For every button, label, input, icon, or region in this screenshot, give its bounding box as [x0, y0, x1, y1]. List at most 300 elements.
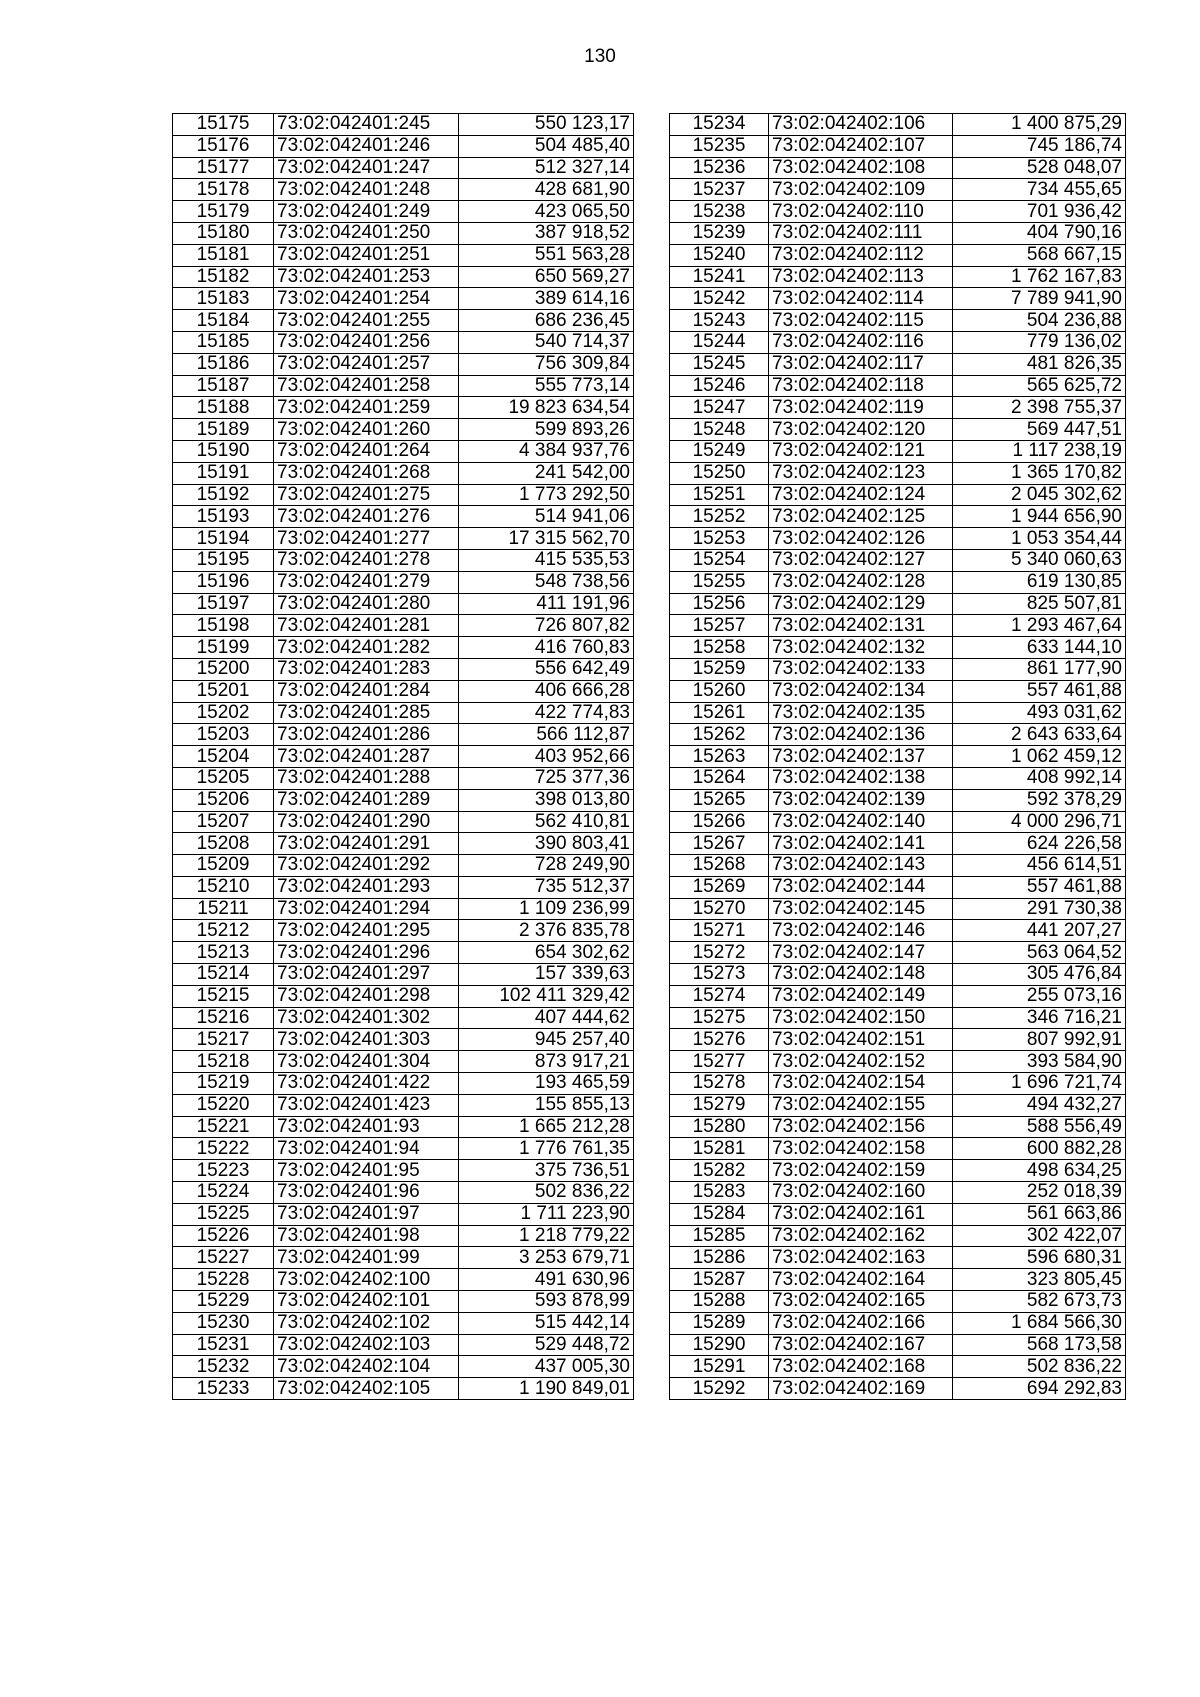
value-cell: 157 339,63	[459, 964, 634, 986]
record-number-cell: 15244	[670, 331, 769, 353]
table-row	[173, 549, 634, 571]
record-number-cell: 15201	[173, 680, 274, 702]
cadastral-number-cell: 73:02:042402:135	[769, 702, 953, 724]
value-cell: 7 789 941,90	[953, 288, 1126, 310]
record-number-cell: 15233	[173, 1378, 274, 1400]
value-cell: 650 569,27	[459, 266, 634, 288]
cadastral-number-cell: 73:02:042402:127	[769, 549, 953, 571]
value-cell: 596 680,31	[953, 1247, 1126, 1269]
value-cell: 562 410,81	[459, 811, 634, 833]
record-number-cell: 15236	[670, 157, 769, 179]
value-cell: 745 186,74	[953, 135, 1126, 157]
cadastral-number-cell: 73:02:042401:296	[274, 942, 459, 964]
record-number-cell: 15241	[670, 266, 769, 288]
value-cell: 861 177,90	[953, 658, 1126, 680]
record-number-cell: 15262	[670, 724, 769, 746]
table-row	[173, 201, 634, 223]
cadastral-number-cell: 73:02:042402:105	[274, 1378, 459, 1400]
table-row	[670, 724, 1126, 746]
table-row	[670, 876, 1126, 898]
cadastral-number-cell: 73:02:042401:286	[274, 724, 459, 746]
record-number-cell: 15208	[173, 833, 274, 855]
table-row	[173, 266, 634, 288]
table-row	[670, 985, 1126, 1007]
value-cell: 633 144,10	[953, 637, 1126, 659]
table-row	[173, 222, 634, 244]
table-row	[173, 1334, 634, 1356]
record-number-cell: 15269	[670, 876, 769, 898]
table-row	[173, 1116, 634, 1138]
record-number-cell: 15234	[670, 114, 769, 136]
table-row	[173, 310, 634, 332]
table-row	[173, 1029, 634, 1051]
cadastral-number-cell: 73:02:042402:164	[769, 1269, 953, 1291]
record-number-cell: 15291	[670, 1356, 769, 1378]
table-row	[670, 1225, 1126, 1247]
table-row	[173, 462, 634, 484]
record-number-cell: 15182	[173, 266, 274, 288]
cadastral-number-cell: 73:02:042402:139	[769, 789, 953, 811]
table-row	[670, 1203, 1126, 1225]
value-cell: 302 422,07	[953, 1225, 1126, 1247]
cadastral-number-cell: 73:02:042402:114	[769, 288, 953, 310]
table-row	[670, 1160, 1126, 1182]
cadastral-number-cell: 73:02:042402:104	[274, 1356, 459, 1378]
record-number-cell: 15200	[173, 658, 274, 680]
cadastral-number-cell: 73:02:042402:156	[769, 1116, 953, 1138]
value-cell: 305 476,84	[953, 964, 1126, 986]
table-row	[670, 201, 1126, 223]
table-row	[173, 746, 634, 768]
table-row	[173, 1378, 634, 1400]
record-number-cell: 15274	[670, 985, 769, 1007]
table-row	[173, 331, 634, 353]
table-row	[670, 920, 1126, 942]
table-row	[670, 135, 1126, 157]
table-row	[670, 1029, 1126, 1051]
cadastral-number-cell: 73:02:042401:276	[274, 506, 459, 528]
table-row	[670, 419, 1126, 441]
table-row	[173, 724, 634, 746]
value-cell: 756 309,84	[459, 353, 634, 375]
value-cell: 504 485,40	[459, 135, 634, 157]
cadastral-number-cell: 73:02:042402:169	[769, 1378, 953, 1400]
value-cell: 498 634,25	[953, 1160, 1126, 1182]
value-cell: 2 643 633,64	[953, 724, 1126, 746]
table-row	[173, 1073, 634, 1095]
value-cell: 291 730,38	[953, 898, 1126, 920]
table-row	[173, 1269, 634, 1291]
table-row	[670, 1334, 1126, 1356]
table-row	[670, 942, 1126, 964]
table-row	[670, 462, 1126, 484]
value-cell: 1 400 875,29	[953, 114, 1126, 136]
registry-table-left-body	[173, 114, 634, 1400]
value-cell: 528 048,07	[953, 157, 1126, 179]
record-number-cell: 15193	[173, 506, 274, 528]
cadastral-number-cell: 73:02:042402:116	[769, 331, 953, 353]
value-cell: 255 073,16	[953, 985, 1126, 1007]
cadastral-number-cell: 73:02:042402:152	[769, 1051, 953, 1073]
table-row	[173, 114, 634, 136]
cadastral-number-cell: 73:02:042402:133	[769, 658, 953, 680]
value-cell: 456 614,51	[953, 855, 1126, 877]
cadastral-number-cell: 73:02:042402:102	[274, 1312, 459, 1334]
value-cell: 428 681,90	[459, 179, 634, 201]
table-row	[670, 549, 1126, 571]
record-number-cell: 15229	[173, 1291, 274, 1313]
record-number-cell: 15192	[173, 484, 274, 506]
cadastral-number-cell: 73:02:042402:111	[769, 222, 953, 244]
value-cell: 1 684 566,30	[953, 1312, 1126, 1334]
value-cell: 415 535,53	[459, 549, 634, 571]
cadastral-number-cell: 73:02:042402:144	[769, 876, 953, 898]
record-number-cell: 15261	[670, 702, 769, 724]
table-row	[670, 767, 1126, 789]
record-number-cell: 15211	[173, 898, 274, 920]
cadastral-number-cell: 73:02:042402:109	[769, 179, 953, 201]
cadastral-number-cell: 73:02:042401:289	[274, 789, 459, 811]
value-cell: 550 123,17	[459, 114, 634, 136]
table-row	[670, 658, 1126, 680]
cadastral-number-cell: 73:02:042401:250	[274, 222, 459, 244]
cadastral-number-cell: 73:02:042401:297	[274, 964, 459, 986]
table-row	[173, 702, 634, 724]
value-cell: 4 384 937,76	[459, 440, 634, 462]
value-cell: 624 226,58	[953, 833, 1126, 855]
value-cell: 563 064,52	[953, 942, 1126, 964]
record-number-cell: 15195	[173, 549, 274, 571]
cadastral-number-cell: 73:02:042401:254	[274, 288, 459, 310]
value-cell: 725 377,36	[459, 767, 634, 789]
table-row	[173, 833, 634, 855]
cadastral-number-cell: 73:02:042401:246	[274, 135, 459, 157]
record-number-cell: 15270	[670, 898, 769, 920]
value-cell: 1 053 354,44	[953, 528, 1126, 550]
record-number-cell: 15181	[173, 244, 274, 266]
cadastral-number-cell: 73:02:042402:106	[769, 114, 953, 136]
cadastral-number-cell: 73:02:042402:118	[769, 375, 953, 397]
value-cell: 4 000 296,71	[953, 811, 1126, 833]
table-row	[173, 1138, 634, 1160]
cadastral-number-cell: 73:02:042401:280	[274, 593, 459, 615]
cadastral-number-cell: 73:02:042401:93	[274, 1116, 459, 1138]
table-row	[173, 528, 634, 550]
value-cell: 654 302,62	[459, 942, 634, 964]
record-number-cell: 15223	[173, 1160, 274, 1182]
record-number-cell: 15184	[173, 310, 274, 332]
cadastral-number-cell: 73:02:042402:166	[769, 1312, 953, 1334]
cadastral-number-cell: 73:02:042401:285	[274, 702, 459, 724]
cadastral-number-cell: 73:02:042402:154	[769, 1073, 953, 1095]
table-row	[670, 1247, 1126, 1269]
record-number-cell: 15190	[173, 440, 274, 462]
record-number-cell: 15263	[670, 746, 769, 768]
table-row	[173, 593, 634, 615]
record-number-cell: 15217	[173, 1029, 274, 1051]
table-row	[670, 397, 1126, 419]
table-row	[173, 506, 634, 528]
value-cell: 422 774,83	[459, 702, 634, 724]
table-row	[670, 157, 1126, 179]
value-cell: 493 031,62	[953, 702, 1126, 724]
value-cell: 512 327,14	[459, 157, 634, 179]
table-row	[173, 1247, 634, 1269]
cadastral-number-cell: 73:02:042402:159	[769, 1160, 953, 1182]
record-number-cell: 15231	[173, 1334, 274, 1356]
table-row	[670, 244, 1126, 266]
table-row	[670, 898, 1126, 920]
table-row	[173, 811, 634, 833]
record-number-cell: 15206	[173, 789, 274, 811]
table-row	[173, 964, 634, 986]
table-row	[173, 615, 634, 637]
record-number-cell: 15250	[670, 462, 769, 484]
record-number-cell: 15232	[173, 1356, 274, 1378]
value-cell: 502 836,22	[953, 1356, 1126, 1378]
record-number-cell: 15180	[173, 222, 274, 244]
value-cell: 551 563,28	[459, 244, 634, 266]
cadastral-number-cell: 73:02:042401:264	[274, 440, 459, 462]
table-row	[173, 440, 634, 462]
record-number-cell: 15175	[173, 114, 274, 136]
record-number-cell: 15215	[173, 985, 274, 1007]
table-row	[670, 1269, 1126, 1291]
value-cell: 1 944 656,90	[953, 506, 1126, 528]
table-row	[173, 1182, 634, 1204]
record-number-cell: 15238	[670, 201, 769, 223]
record-number-cell: 15288	[670, 1291, 769, 1313]
table-row	[173, 571, 634, 593]
table-row	[670, 528, 1126, 550]
cadastral-number-cell: 73:02:042401:268	[274, 462, 459, 484]
cadastral-number-cell: 73:02:042401:249	[274, 201, 459, 223]
record-number-cell: 15203	[173, 724, 274, 746]
cadastral-number-cell: 73:02:042402:100	[274, 1269, 459, 1291]
table-row	[173, 353, 634, 375]
cadastral-number-cell: 73:02:042402:149	[769, 985, 953, 1007]
table-row	[173, 1356, 634, 1378]
table-row	[173, 1225, 634, 1247]
cadastral-number-cell: 73:02:042402:134	[769, 680, 953, 702]
cadastral-number-cell: 73:02:042401:96	[274, 1182, 459, 1204]
record-number-cell: 15264	[670, 767, 769, 789]
table-row	[670, 1312, 1126, 1334]
record-number-cell: 15268	[670, 855, 769, 877]
cadastral-number-cell: 73:02:042401:293	[274, 876, 459, 898]
record-number-cell: 15221	[173, 1116, 274, 1138]
record-number-cell: 15202	[173, 702, 274, 724]
record-number-cell: 15209	[173, 855, 274, 877]
table-row	[173, 898, 634, 920]
record-number-cell: 15281	[670, 1138, 769, 1160]
cadastral-number-cell: 73:02:042402:121	[769, 440, 953, 462]
value-cell: 557 461,88	[953, 876, 1126, 898]
value-cell: 593 878,99	[459, 1291, 634, 1313]
record-number-cell: 15191	[173, 462, 274, 484]
value-cell: 568 173,58	[953, 1334, 1126, 1356]
value-cell: 600 882,28	[953, 1138, 1126, 1160]
record-number-cell: 15176	[173, 135, 274, 157]
cadastral-number-cell: 73:02:042402:168	[769, 1356, 953, 1378]
table-row	[173, 985, 634, 1007]
table-row	[670, 375, 1126, 397]
value-cell: 423 065,50	[459, 201, 634, 223]
table-row	[670, 114, 1126, 136]
cadastral-number-cell: 73:02:042401:97	[274, 1203, 459, 1225]
table-row	[670, 310, 1126, 332]
value-cell: 825 507,81	[953, 593, 1126, 615]
table-row	[670, 964, 1126, 986]
table-row	[173, 1051, 634, 1073]
value-cell: 1 218 779,22	[459, 1225, 634, 1247]
value-cell: 1 190 849,01	[459, 1378, 634, 1400]
record-number-cell: 15213	[173, 942, 274, 964]
record-number-cell: 15247	[670, 397, 769, 419]
table-row	[670, 1116, 1126, 1138]
record-number-cell: 15284	[670, 1203, 769, 1225]
record-number-cell: 15276	[670, 1029, 769, 1051]
value-cell: 1 696 721,74	[953, 1073, 1126, 1095]
cadastral-number-cell: 73:02:042402:110	[769, 201, 953, 223]
value-cell: 387 918,52	[459, 222, 634, 244]
table-row	[670, 702, 1126, 724]
value-cell: 441 207,27	[953, 920, 1126, 942]
table-row	[670, 1073, 1126, 1095]
cadastral-number-cell: 73:02:042402:140	[769, 811, 953, 833]
record-number-cell: 15271	[670, 920, 769, 942]
value-cell: 515 442,14	[459, 1312, 634, 1334]
record-number-cell: 15254	[670, 549, 769, 571]
table-row	[173, 135, 634, 157]
cadastral-number-cell: 73:02:042402:151	[769, 1029, 953, 1051]
cadastral-number-cell: 73:02:042402:120	[769, 419, 953, 441]
cadastral-number-cell: 73:02:042402:113	[769, 266, 953, 288]
value-cell: 2 398 755,37	[953, 397, 1126, 419]
record-number-cell: 15279	[670, 1094, 769, 1116]
value-cell: 2 045 302,62	[953, 484, 1126, 506]
record-number-cell: 15259	[670, 658, 769, 680]
table-row	[670, 179, 1126, 201]
table-row	[173, 179, 634, 201]
value-cell: 346 716,21	[953, 1007, 1126, 1029]
registry-table-right-body	[670, 114, 1126, 1400]
value-cell: 398 013,80	[459, 789, 634, 811]
cadastral-number-cell: 73:02:042401:275	[274, 484, 459, 506]
cadastral-number-cell: 73:02:042401:281	[274, 615, 459, 637]
table-row	[670, 811, 1126, 833]
cadastral-number-cell: 73:02:042402:119	[769, 397, 953, 419]
record-number-cell: 15266	[670, 811, 769, 833]
value-cell: 548 738,56	[459, 571, 634, 593]
value-cell: 323 805,45	[953, 1269, 1126, 1291]
value-cell: 555 773,14	[459, 375, 634, 397]
value-cell: 582 673,73	[953, 1291, 1126, 1313]
value-cell: 779 136,02	[953, 331, 1126, 353]
table-row	[670, 506, 1126, 528]
table-row	[670, 331, 1126, 353]
record-number-cell: 15207	[173, 811, 274, 833]
value-cell: 1 776 761,35	[459, 1138, 634, 1160]
value-cell: 102 411 329,42	[459, 985, 634, 1007]
cadastral-number-cell: 73:02:042402:132	[769, 637, 953, 659]
value-cell: 561 663,86	[953, 1203, 1126, 1225]
cadastral-number-cell: 73:02:042401:423	[274, 1094, 459, 1116]
cadastral-number-cell: 73:02:042401:277	[274, 528, 459, 550]
value-cell: 556 642,49	[459, 658, 634, 680]
table-row	[173, 658, 634, 680]
record-number-cell: 15257	[670, 615, 769, 637]
record-number-cell: 15277	[670, 1051, 769, 1073]
record-number-cell: 15220	[173, 1094, 274, 1116]
value-cell: 403 952,66	[459, 746, 634, 768]
record-number-cell: 15246	[670, 375, 769, 397]
record-number-cell: 15194	[173, 528, 274, 550]
value-cell: 1 762 167,83	[953, 266, 1126, 288]
record-number-cell: 15199	[173, 637, 274, 659]
cadastral-number-cell: 73:02:042401:99	[274, 1247, 459, 1269]
cadastral-number-cell: 73:02:042402:162	[769, 1225, 953, 1247]
cadastral-number-cell: 73:02:042402:131	[769, 615, 953, 637]
value-cell: 592 378,29	[953, 789, 1126, 811]
cadastral-number-cell: 73:02:042402:160	[769, 1182, 953, 1204]
cadastral-number-cell: 73:02:042401:422	[274, 1073, 459, 1095]
record-number-cell: 15183	[173, 288, 274, 310]
cadastral-number-cell: 73:02:042402:124	[769, 484, 953, 506]
cadastral-number-cell: 73:02:042401:245	[274, 114, 459, 136]
record-number-cell: 15242	[670, 288, 769, 310]
record-number-cell: 15225	[173, 1203, 274, 1225]
record-number-cell: 15292	[670, 1378, 769, 1400]
value-cell: 2 376 835,78	[459, 920, 634, 942]
table-row	[173, 1094, 634, 1116]
value-cell: 945 257,40	[459, 1029, 634, 1051]
value-cell: 1 062 459,12	[953, 746, 1126, 768]
table-row	[670, 833, 1126, 855]
value-cell: 728 249,90	[459, 855, 634, 877]
record-number-cell: 15283	[670, 1182, 769, 1204]
record-number-cell: 15198	[173, 615, 274, 637]
cadastral-number-cell: 73:02:042401:253	[274, 266, 459, 288]
record-number-cell: 15178	[173, 179, 274, 201]
cadastral-number-cell: 73:02:042401:279	[274, 571, 459, 593]
record-number-cell: 15258	[670, 637, 769, 659]
record-number-cell: 15210	[173, 876, 274, 898]
cadastral-number-cell: 73:02:042402:129	[769, 593, 953, 615]
table-row	[670, 222, 1126, 244]
table-row	[173, 1291, 634, 1313]
table-row	[173, 920, 634, 942]
record-number-cell: 15197	[173, 593, 274, 615]
cadastral-number-cell: 73:02:042401:291	[274, 833, 459, 855]
cadastral-number-cell: 73:02:042401:295	[274, 920, 459, 942]
table-row	[173, 855, 634, 877]
cadastral-number-cell: 73:02:042402:126	[769, 528, 953, 550]
record-number-cell: 15204	[173, 746, 274, 768]
value-cell: 491 630,96	[459, 1269, 634, 1291]
record-number-cell: 15179	[173, 201, 274, 223]
value-cell: 437 005,30	[459, 1356, 634, 1378]
record-number-cell: 15282	[670, 1160, 769, 1182]
record-number-cell: 15216	[173, 1007, 274, 1029]
value-cell: 599 893,26	[459, 419, 634, 441]
cadastral-number-cell: 73:02:042401:304	[274, 1051, 459, 1073]
cadastral-number-cell: 73:02:042401:294	[274, 898, 459, 920]
cadastral-number-cell: 73:02:042402:146	[769, 920, 953, 942]
record-number-cell: 15255	[670, 571, 769, 593]
record-number-cell: 15273	[670, 964, 769, 986]
cadastral-number-cell: 73:02:042401:247	[274, 157, 459, 179]
